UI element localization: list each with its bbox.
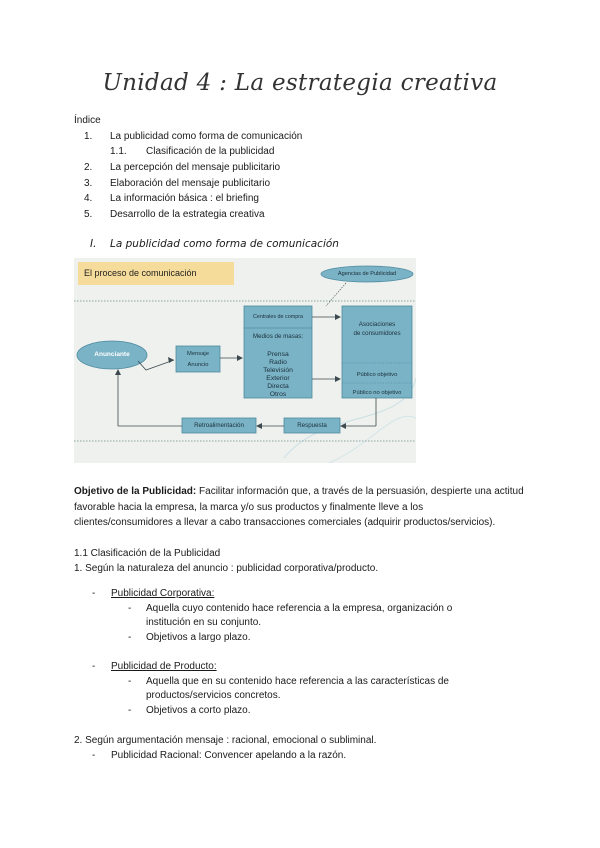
corporativa-bullet-1b: institución en su conjunto.	[146, 617, 262, 628]
medio-exterior: Exterior	[266, 375, 290, 382]
index-num-4: 4.	[84, 193, 93, 204]
producto-bullet-2: Objetivos a corto plazo.	[146, 705, 251, 716]
respuesta-label: Respuesta	[297, 422, 327, 429]
dash-corporativa-b1: -	[128, 603, 132, 614]
index-item-1-1: Clasificación de la publicidad	[146, 146, 275, 157]
objetivo-text-2: favorable hacia la empresa, la marca y/o sus productos y finalmente lleve a los	[74, 501, 424, 513]
communication-diagram	[74, 258, 416, 463]
page-title: Unidad 4 : La estrategia creativa	[102, 70, 498, 96]
section-title: La publicidad como forma de comunicación	[110, 238, 339, 250]
medio-prensa: Prensa	[267, 351, 289, 358]
objetivo-label: Objetivo de la Publicidad:	[74, 486, 197, 497]
dash-producto: -	[92, 661, 96, 672]
mensaje-label: Mensaje	[187, 351, 209, 357]
criterio-1: 1. Según la naturaleza del anuncio : publicidad corporativa/producto.	[74, 563, 379, 574]
index-num-5: 5.	[84, 209, 93, 220]
index-num-1: 1.	[84, 131, 93, 142]
dash-racional: -	[92, 750, 96, 761]
index-item-3: Elaboración del mensaje publicitario	[110, 178, 271, 189]
index-num-1-1: 1.1.	[110, 146, 127, 157]
asociaciones-label-1: Asociaciones	[358, 321, 396, 328]
corporativa-bullet-1a: Aquella cuyo contenido hace referencia a la empresa, organización o	[146, 603, 453, 614]
index-heading: Índice	[74, 115, 101, 126]
objetivo-paragraph	[74, 484, 544, 531]
dash-producto-b1: -	[128, 676, 132, 687]
clasificacion-heading: 1.1 Clasificación de la Publicidad	[74, 548, 221, 559]
producto-bullet-1a: Aquella que en su contenido hace referencia a las características de	[146, 676, 449, 687]
objetivo-text-1: Facilitar información que, a través de la persuasión, despierte una actitud	[196, 486, 524, 497]
objetivo-text-3: clientes/consumidores a llevar a cabo transacciones comerciales (adquirir productos/servicios).	[74, 517, 496, 528]
centrales-label: Centrales de compra	[252, 314, 304, 320]
anunciante-label: Anunciante	[94, 351, 130, 358]
publico-no-objetivo-label: Público no objetivo	[352, 390, 402, 396]
medio-radio: Radio	[269, 359, 287, 366]
agencias-link	[326, 283, 346, 306]
index-item-2: La percepción del mensaje publicitario	[110, 162, 281, 173]
index-item-1: La publicidad como forma de comunicación	[110, 131, 303, 142]
medio-directa: Directa	[267, 383, 289, 390]
banner-title: El proceso de comunicación	[84, 268, 197, 278]
agencias-label: Agencias de Publicidad	[337, 271, 397, 277]
dash-producto-b2: -	[128, 705, 132, 716]
index-num-3: 3.	[84, 178, 93, 189]
index-item-5: Desarrollo de la estrategia creativa	[110, 209, 265, 220]
consumidores-box	[342, 306, 412, 398]
section-number: I.	[90, 238, 97, 250]
producto-title: Publicidad de Producto:	[111, 661, 217, 672]
criterio-2: 2. Según argumentación mensaje : racional, emocional o subliminal.	[74, 735, 377, 746]
index-num-2: 2.	[84, 162, 93, 173]
index-item-4: La información básica : el briefing	[110, 193, 259, 204]
corporativa-bullet-2: Objetivos a largo plazo.	[146, 632, 251, 643]
publico-objetivo-label: Público objetivo	[356, 372, 398, 378]
dash-corporativa: -	[92, 588, 96, 599]
medio-television: Televisión	[263, 367, 293, 374]
asociaciones-label-2: de consumidores	[353, 330, 401, 337]
corporativa-title: Publicidad Corporativa:	[111, 588, 215, 599]
producto-bullet-1b: productos/servicios concretos.	[146, 690, 281, 701]
medios-label: Medios de masas:	[252, 333, 304, 340]
dash-corporativa-b2: -	[128, 632, 132, 643]
medio-otros: Otros	[269, 391, 287, 398]
racional-item: Publicidad Racional: Convencer apelando a la razón.	[111, 750, 347, 761]
anuncio-label: Anuncio	[187, 362, 209, 368]
retro-label: Retroalimentación	[194, 422, 244, 429]
